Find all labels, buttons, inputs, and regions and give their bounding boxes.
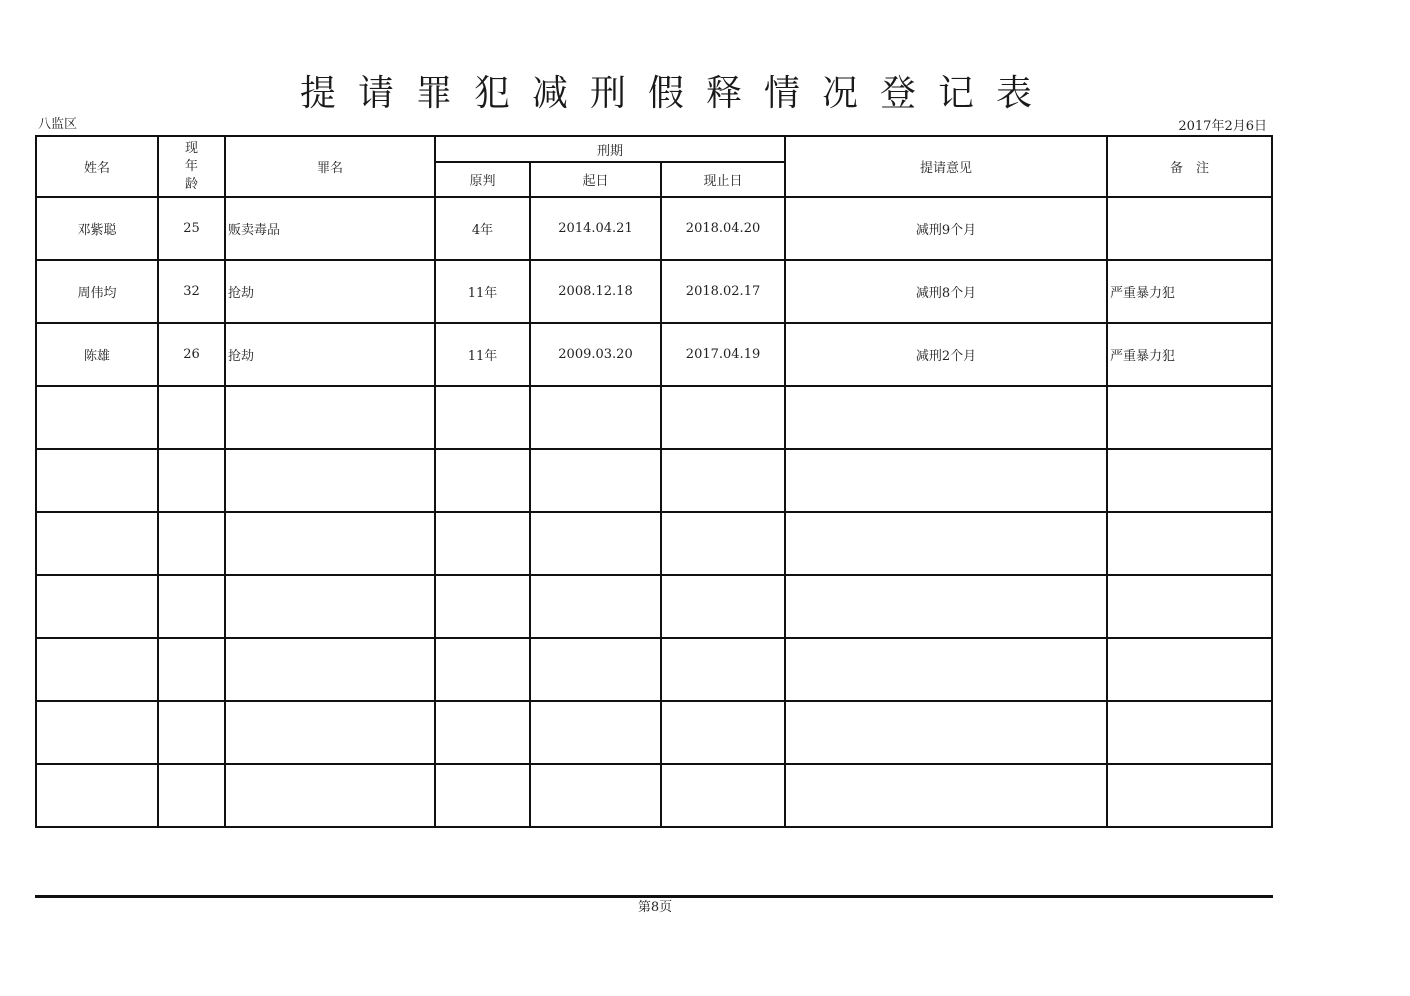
- cell-start: 2008.12.18: [530, 260, 661, 323]
- cell-start: [530, 575, 661, 638]
- cell-name: 陈雄: [36, 323, 158, 386]
- cell-opinion: 减刑8个月: [785, 260, 1107, 323]
- header-start: 起日: [530, 162, 661, 197]
- cell-start: [530, 764, 661, 827]
- table-row: [36, 575, 1272, 638]
- cell-start: [530, 638, 661, 701]
- cell-end: [661, 512, 785, 575]
- cell-opinion: [785, 512, 1107, 575]
- cell-opinion: [785, 638, 1107, 701]
- cell-age: [158, 575, 225, 638]
- cell-name: [36, 512, 158, 575]
- cell-end: [661, 386, 785, 449]
- cell-remark: [1107, 512, 1272, 575]
- cell-crime: [225, 701, 435, 764]
- cell-start: 2009.03.20: [530, 323, 661, 386]
- cell-crime: [225, 638, 435, 701]
- unit-label: 八监区: [38, 117, 78, 132]
- header-original: 原判: [435, 162, 530, 197]
- cell-original: 4年: [435, 197, 530, 260]
- cell-name: [36, 575, 158, 638]
- cell-start: [530, 449, 661, 512]
- table-row: [36, 449, 1272, 512]
- cell-name: 邓紫聪: [36, 197, 158, 260]
- cell-name: [36, 386, 158, 449]
- table-row: [36, 512, 1272, 575]
- cell-end: 2018.04.20: [661, 197, 785, 260]
- cell-opinion: [785, 764, 1107, 827]
- cell-original: 11年: [435, 260, 530, 323]
- header-sentence-group: 刑期: [435, 136, 785, 162]
- header-age: [158, 136, 225, 197]
- cell-original: [435, 512, 530, 575]
- cell-age: 26: [158, 323, 225, 386]
- cell-end: 2018.02.17: [661, 260, 785, 323]
- cell-end: [661, 638, 785, 701]
- cell-start: [530, 701, 661, 764]
- cell-opinion: [785, 449, 1107, 512]
- page-number: 第8页: [637, 900, 673, 915]
- header-end: 现止日: [661, 162, 785, 197]
- footer-divider: [35, 895, 1273, 898]
- table-row: [36, 386, 1272, 449]
- header-age-line1: 现: [184, 140, 198, 156]
- cell-crime: [225, 512, 435, 575]
- table-row: [36, 701, 1272, 764]
- header-age-line3: 龄: [184, 176, 198, 192]
- cell-end: 2017.04.19: [661, 323, 785, 386]
- cell-end: [661, 764, 785, 827]
- cell-name: [36, 764, 158, 827]
- cell-start: 2014.04.21: [530, 197, 661, 260]
- cell-remark: [1107, 638, 1272, 701]
- cell-original: [435, 575, 530, 638]
- cell-remark: [1107, 575, 1272, 638]
- cell-remark: [1107, 764, 1272, 827]
- cell-age: 25: [158, 197, 225, 260]
- cell-age: [158, 449, 225, 512]
- header-name: 姓名: [36, 136, 158, 197]
- header-remark: 备 注: [1107, 136, 1272, 197]
- cell-age: 32: [158, 260, 225, 323]
- cell-opinion: [785, 701, 1107, 764]
- header-opinion: 提请意见: [785, 136, 1107, 197]
- cell-opinion: 减刑2个月: [785, 323, 1107, 386]
- table-row: [36, 260, 1272, 323]
- cell-name: [36, 701, 158, 764]
- cell-crime: [225, 386, 435, 449]
- cell-crime: 贩卖毒品: [225, 197, 435, 260]
- cell-opinion: 减刑9个月: [785, 197, 1107, 260]
- cell-remark: [1107, 449, 1272, 512]
- cell-end: [661, 575, 785, 638]
- cell-opinion: [785, 575, 1107, 638]
- cell-crime: [225, 764, 435, 827]
- cell-original: [435, 386, 530, 449]
- cell-name: [36, 638, 158, 701]
- table-row: [36, 764, 1272, 827]
- registration-table: [35, 135, 1273, 828]
- table-row: [36, 197, 1272, 260]
- cell-original: 11年: [435, 323, 530, 386]
- table-row: [36, 638, 1272, 701]
- cell-crime: 抢劫: [225, 260, 435, 323]
- cell-end: [661, 701, 785, 764]
- cell-remark: [1107, 701, 1272, 764]
- cell-age: [158, 764, 225, 827]
- document-date: 2017年2月6日: [1178, 119, 1267, 134]
- cell-crime: [225, 575, 435, 638]
- cell-name: 周伟均: [36, 260, 158, 323]
- cell-end: [661, 449, 785, 512]
- cell-remark: [1107, 386, 1272, 449]
- cell-opinion: [785, 386, 1107, 449]
- header-age-line2: 年: [184, 158, 198, 174]
- header-crime: 罪名: [225, 136, 435, 197]
- cell-remark: 严重暴力犯: [1107, 323, 1272, 386]
- cell-remark: [1107, 197, 1272, 260]
- cell-age: [158, 701, 225, 764]
- cell-original: [435, 638, 530, 701]
- cell-age: [158, 512, 225, 575]
- cell-original: [435, 701, 530, 764]
- cell-crime: 抢劫: [225, 323, 435, 386]
- cell-name: [36, 449, 158, 512]
- cell-original: [435, 764, 530, 827]
- cell-age: [158, 386, 225, 449]
- document-title: 提请罪犯减刑假释情况登记表: [300, 73, 1055, 114]
- cell-start: [530, 512, 661, 575]
- cell-remark: 严重暴力犯: [1107, 260, 1272, 323]
- cell-crime: [225, 449, 435, 512]
- table-row: [36, 323, 1272, 386]
- cell-original: [435, 449, 530, 512]
- cell-age: [158, 638, 225, 701]
- cell-start: [530, 386, 661, 449]
